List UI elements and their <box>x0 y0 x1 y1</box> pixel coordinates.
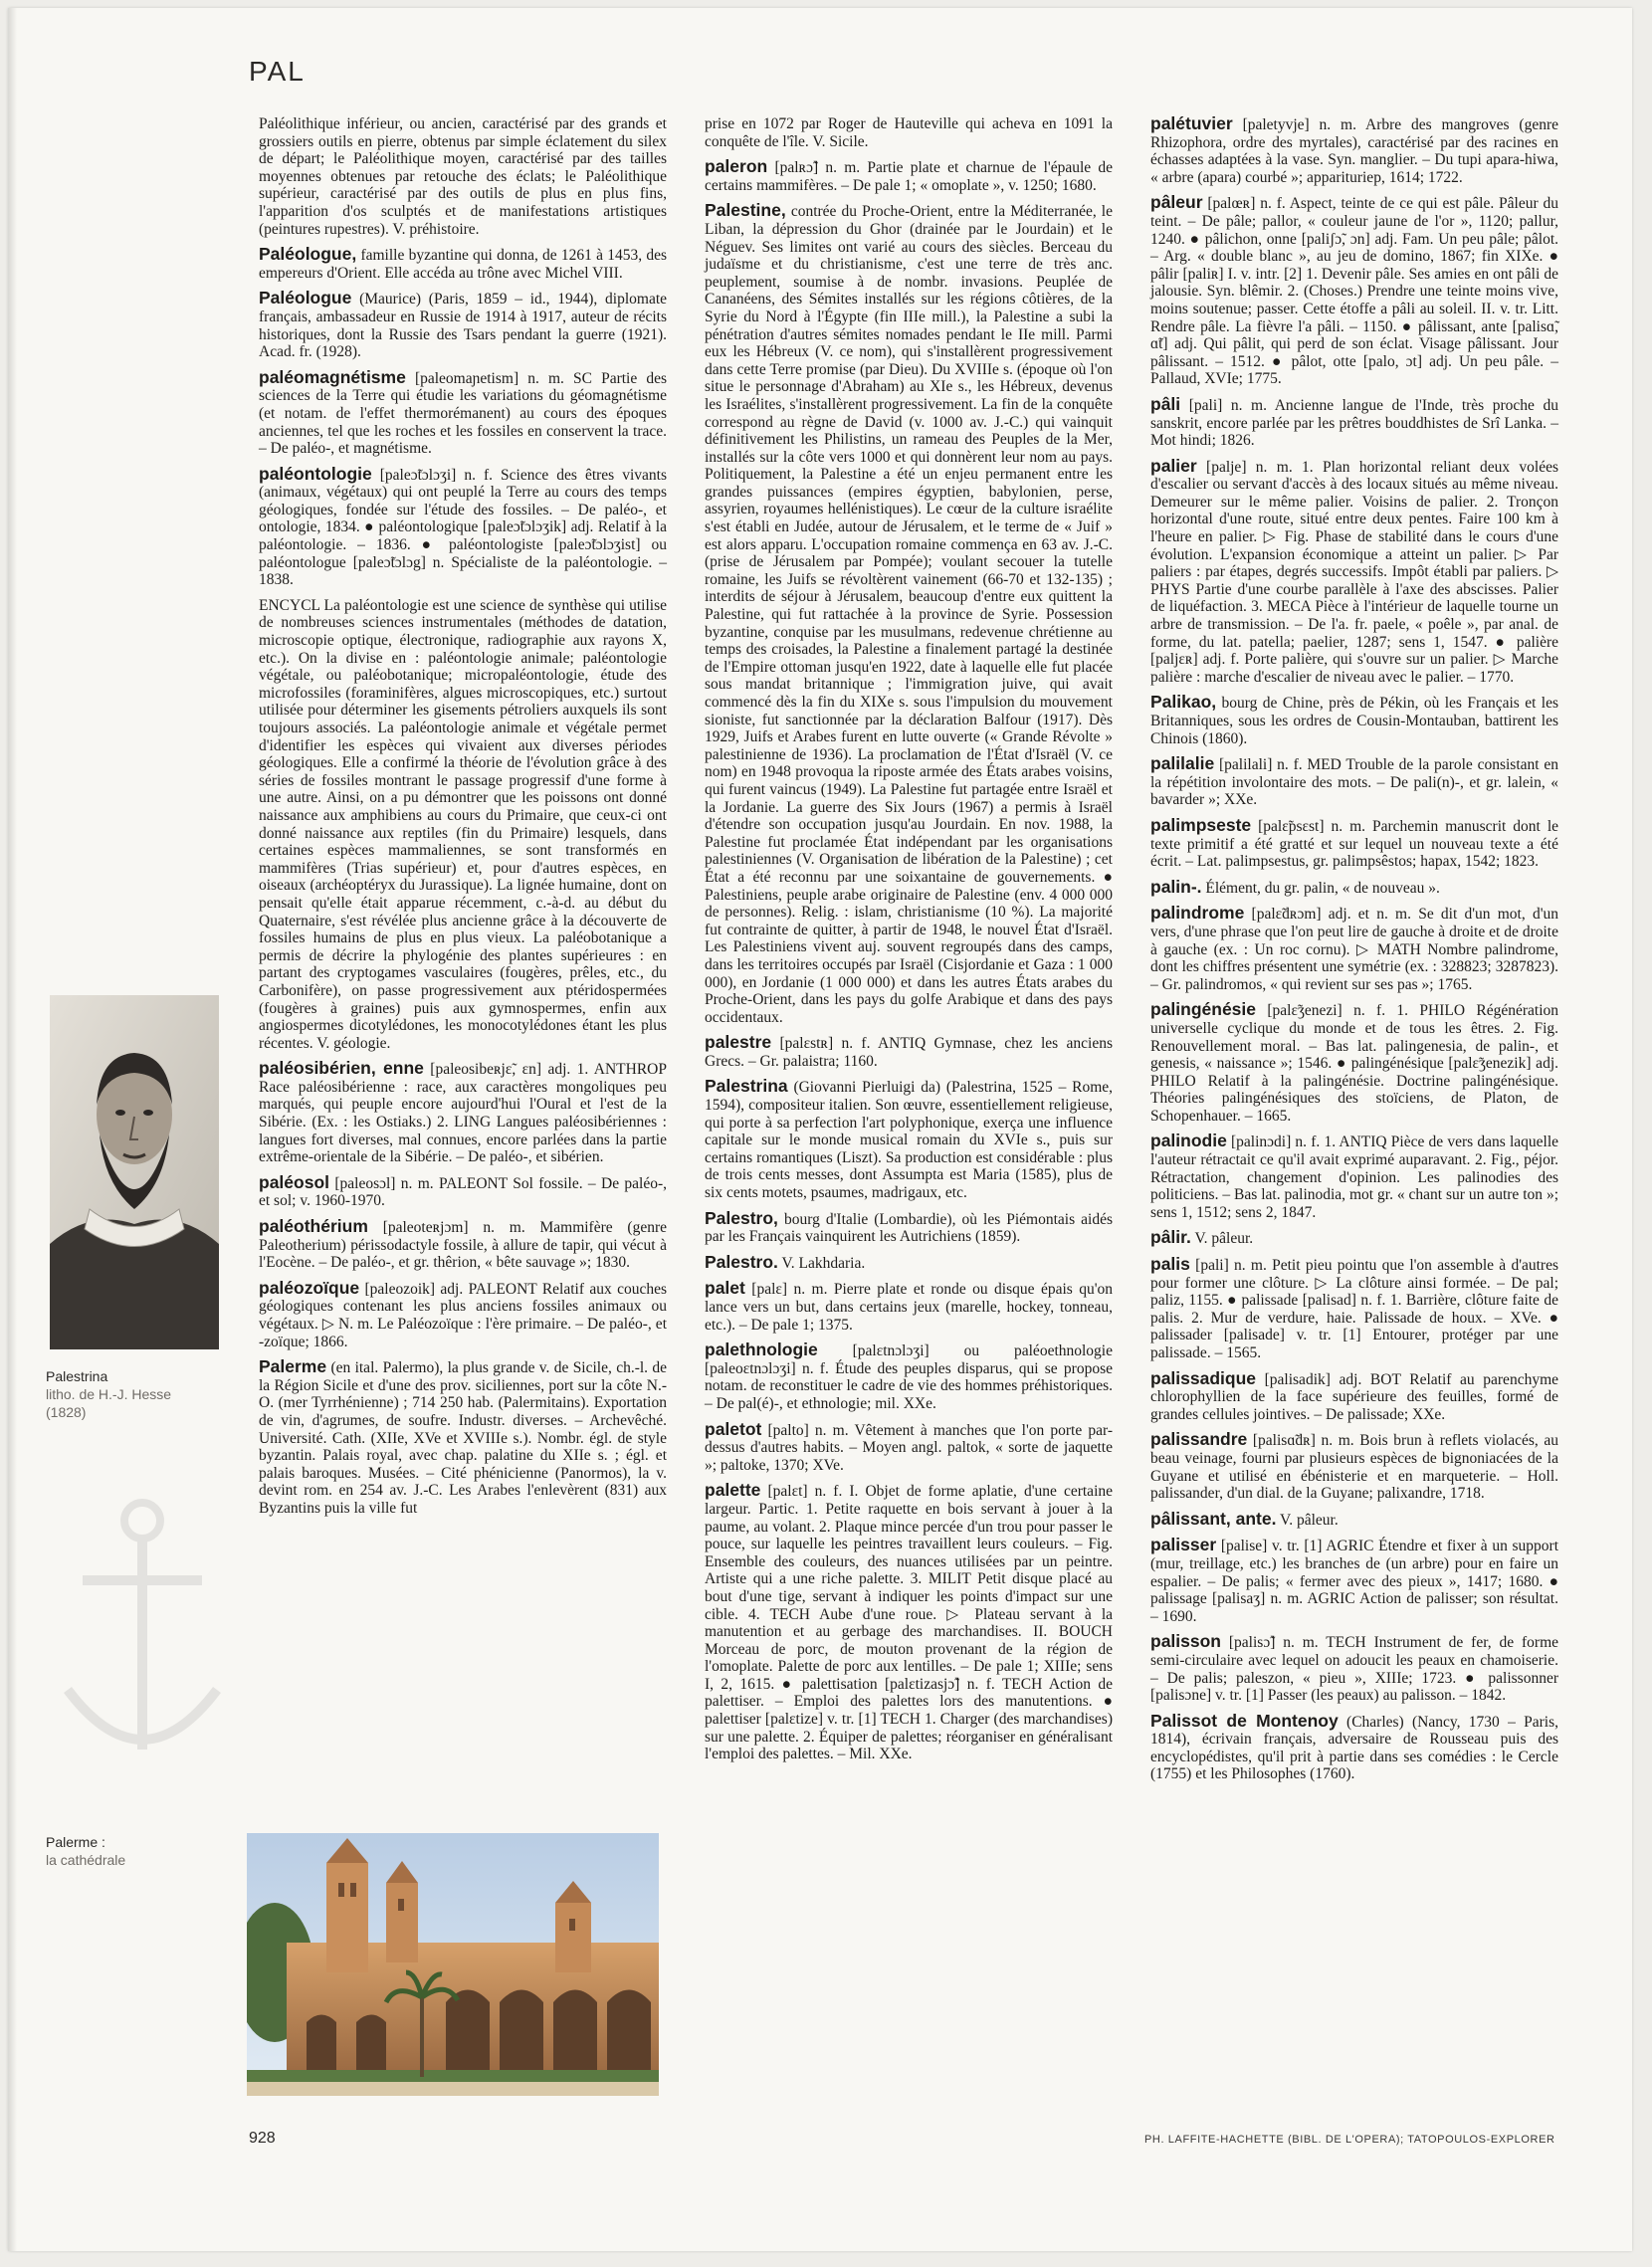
running-head: PAL <box>249 56 306 87</box>
entry-definition: [paleosɔl] n. m. PALEONT Sol fossile. – De paléo-, et sol; v. 1960-1970. <box>259 1174 668 1210</box>
dictionary-entry <box>705 202 1113 1026</box>
column-3 <box>1150 115 1558 1791</box>
entry-definition: [palʀɔ̃] n. m. Partie plate et charnue de l'épaule de certains mammifères. – De pale 1; « omoplate », v. 1250; 1680. <box>705 159 1114 194</box>
dictionary-entry <box>259 463 667 589</box>
entry-headword: pâli <box>1150 393 1181 414</box>
entry-headword: Paléologue, <box>259 244 357 265</box>
dictionary-entry <box>1150 393 1559 450</box>
entry-definition: [palɛtnɔlɔʒi] ou paléoethnologie [paleoɛtnɔlɔʒi] n. f. Étude des peuples disparus, qui se propose notam. de reconstituer le cadre de vie des hommes préhistoriques. – De pal(é)-, et ethnologie; mil. XXe. <box>705 1342 1113 1412</box>
anchor-watermark-icon <box>48 1491 237 1779</box>
page-number: 928 <box>249 2130 276 2147</box>
dictionary-entry <box>705 1482 1113 1763</box>
dictionary-entry <box>1150 694 1558 747</box>
entry-headword: palimpseste <box>1150 814 1252 835</box>
entry-headword: palindrome <box>1150 903 1245 924</box>
dictionary-entry <box>259 366 667 458</box>
portrait-caption-credit: litho. de H.-J. Hesse <box>46 1386 172 1402</box>
dictionary-entry <box>1150 1133 1558 1221</box>
photo-credit: PH. LAFFITE-HACHETTE (BIBL. DE L'OPERA); TATOPOULOS-EXPLORER <box>1144 2134 1555 2146</box>
dictionary-entry <box>1150 1431 1558 1502</box>
entry-definition: (en ital. Palermo), la plus grande v. de Sicile, ch.-l. de la Région Sicile et d'une des prov. siciliennes, port sur la côte N.-O. (mer Tyrrhénienne) ; 714 250 hab. (Palermitains). Exportation de vin, d'agrumes, de soufre. Industr. diverses. – Archevêché. Université. Cath. (XIIe, XVe et XVIIIe s.). Nombr. égl. de style byzantin. Palais royal, avec chap. palatine du XIIe s. ; égl. et palais baroques. Musées. – Cité phénicienne (Panormos), la v. devint rom. en 254 av. J.-C. Les Arabes l'enlevèrent (831) aux Byzantins puis la ville fut <box>259 1359 667 1517</box>
entry-definition: Paléolithique inférieur, ou ancien, caractérisé par des grands et grossiers outils en pierre, obtenus par simple éclatement du silex de départ; le Paléolithique moyen, caractérisé par des tailles moyennes obtenues par retouche des éclats; le Paléolithique supérieur, caractérisé par des outils de plus en plus fins, l'apparition d'os sculptés et de manifestations artistiques (peintures rupestres). V. préhistoire. <box>259 115 667 238</box>
entry-definition: [palɛ̃psɛst] n. m. Parchemin manuscrit dont le texte primitif a été gratté et sur lequel un nouveau texte a été écrit. – Lat. palimpsestus, gr. palimpsêstos; hapax, 1542; 1823. <box>1150 817 1558 871</box>
entry-definition: [palœʀ] n. f. Aspect, teinte de ce qui est pâle. Pâleur du teint. – De pâle; pallor, « couleur jaune de l'or », 1120; pallur, 1240. ● pâlichon, onne [paliʃɔ̃, ɔn] adj. Fam. Un peu pâle; pâlot. – Arg. « double blanc », au jeu de domino, 1867; fin XIXe. ● pâlir [paliʀ] I. v. intr. [2] 1. Devenir pâle. Ses amies en ont pâli de jalousie. Syn. blêmir. 2. (Choses.) Prendre une teinte moins vive, moins soutenue; passer. Cette étoffe a pâli au soleil. II. v. tr. Litt. Rendre pâle. La fièvre l'a pâli. – 1150. ● pâlissant, ante [palisɑ̃, ɑ̃t] adj. Qui pâlit, qui perd de son éclat. Visage pâlissant. Jour pâlissant. – 1512. ● pâlot, otte [palo, ɔt] adj. Un peu pâle. – Pallaud, XVIe; 1775. <box>1150 195 1558 388</box>
entry-definition: [paleosibeʀjɛ̃, ɛn] adj. 1. ANTHROP Race paléosibérienne : race, aux caractères mongoliques peu marqués, qui peuple encore aujourd'hui l'Oural et l'est de la Sibérie. (Ex. : les Ostiaks.) 2. LING Langues paléosibériennes : langues fort diverses, mal connues, encore parlées dans la partie extrême-orientale de la Sibérie. – De paléo-, et sibérien. <box>259 1061 667 1166</box>
entry-headword: paléomagnétisme <box>259 366 406 387</box>
entry-definition: [paletyvje] n. m. Arbre des mangroves (genre Rhizophora, ordre des myrtales), caractérisé par des racines en échasses adaptées à la vase. Syn. manglier. – Du tupi apara-hiwa, « arbre (apara) courbé »; apparituriер, 1614; 1722. <box>1150 116 1559 186</box>
entry-definition: V. Lakhdaria. <box>781 1254 866 1272</box>
dictionary-entry <box>705 1280 1113 1334</box>
entry-headword: Palestrina <box>705 1076 788 1097</box>
entry-headword: palissadique <box>1150 1367 1257 1388</box>
dictionary-entry <box>705 115 1113 150</box>
entry-headword: Palestro. <box>705 1251 778 1272</box>
entry-headword: paléosol <box>259 1171 329 1192</box>
entry-definition: [paleoteʀjɔm] n. m. Mammifère (genre Paleotherium) périssodactyle fossile, à allure de tapir, qui vécut à l'Eocène. – De paléo-, et gr. thêrion, « bête sauvage »; 1830. <box>259 1219 668 1272</box>
entry-headword: palinodie <box>1150 1131 1227 1151</box>
cathedral-caption <box>46 1833 125 1869</box>
entry-headword: palingénésie <box>1150 999 1257 1020</box>
entry-headword: palier <box>1150 455 1197 476</box>
dictionary-entry <box>259 115 667 238</box>
entry-headword: paletot <box>705 1418 762 1439</box>
entry-headword: paléothérium <box>259 1216 368 1237</box>
entry-headword: Palissot de Montenoy <box>1150 1710 1339 1731</box>
entry-headword: palétuvier <box>1150 113 1233 133</box>
entry-definition: [palɛt] n. f. I. Objet de forme aplatie, d'une certaine largeur. Partic. 1. Petite raquette en bois servant à jouer à la paume, au volant. 2. Plaque mince percée d'un trou pour passer le pouce, sur laquelle les peintres travaillent leurs couleurs. – Fig. Ensemble des couleurs, des nuances utilisées par un peintre. Artiste qui a une riche palette. 3. MILIT Petit disque placé au bout d'une tige, servant à indiquer les points d'impact sur une cible. 4. TECH Aube d'une roue. ▷ Plateau servant à la manutention et au gerbage des marchandises. II. BOUCH Morceau de porc, de mouton provenant de la région de l'omoplate. Palette de porc aux lentilles. – De pale 1; XIIIe; sens I, 2, 1615. ● palettisation [palɛtizasjɔ̃] n. f. TECH Action de palettiser. – Emploi des palettes lors des manutentions. ● palettiser [palɛtize] v. tr. [1] TECH 1. Charger (des marchandises) sur une palette. 2. Équiper de palettes; réorganiser en généralisant l'emploi des palettes. – Mil. XXe. <box>705 1483 1113 1763</box>
entry-headword: Paléologue <box>259 288 352 309</box>
dictionary-entry <box>259 1218 667 1272</box>
entry-definition: famille byzantine qui donna, de 1261 à 1453, des empereurs d'Orient. Elle accéda au trône avec Michel VIII. <box>259 247 667 282</box>
dictionary-entry <box>1150 115 1558 186</box>
dictionary-entry <box>259 290 667 360</box>
entry-definition: [palto] n. m. Vêtement à manches que l'on porte par-dessus d'autres habits. – Moyen angl. paltok, « sorte de jaquette »; paltoke, 1370; XVe. <box>705 1421 1114 1474</box>
entry-headword: paléontologie <box>259 463 372 484</box>
entry-definition: contrée du Proche-Orient, entre la Méditerranée, le Liban, la dépression du Ghor (drainée par le Jourdain) et le Néguev. Ses limites ont varié au cours des siècles. Berceau du judaïsme et du christianisme, c'est une terre de très anc. peuplement, soumise à de nombr. invasions. Peuplée de Cananéens, des Sémites installés sur les régions côtières, de la Syrie du Nord à l'Égypte (fin IIIe mill.), la Palestine a subi la pénétration d'autres sémites nomades pendant le IIe mill. Parmi eux les Hébreux (V. ce nom), qui s'installèrent progressivement dans cette Terre promise (par Dieu). Du XVIIIe s. (époque où l'on situe le personnage d'Abraham) au XIe s., les Hébreux, devenus les Israélites, s'installèrent progressivement. La fin de la conquête correspond au règne de David (v. 1000 av. J.-C.) qui vainquit définitivement les Philistins, un rameau des Peuples de la Mer, installés sur la côte vers 1000 et qui donnèrent leur nom au pays. Politiquement, la Palestine a été un enjeu permanent entre les grandes puissances (empires égyptien, babylonien, perse, assyrien, royaumes hellénistiques). Le cœur de la culture israélite s'est établi en Judée, autour de Jérusalem, et le terme de « Juif » est alors apparu. L'occupation romaine commença en 63 av. J.-C. (prise de Jérusalem par Pompée); voulant secouer la tutelle romaine, les Juifs se révoltèrent vainement (66-70 et 132-135) ; interdits de séjour à Jérusalem, beaucoup d'entre eux quittent la Palestine, qui fut rattachée à la province de Syrie. Possession byzantine, conquise par les musulmans, redevenue chrétienne au temps des croisades, la Palestine a finalement partagé la destinée de l'Empire ottoman jusqu'en 1922, date à laquelle elle fut placée sous mandat britannique ; l'immigration juive, qui avait commencé dès la fin du XIXe s. sous l'impulsion du mouvement sioniste, fut sanctionnée par la déclaration Balfour (1917). Dès 1929, Juifs et Arabes furent en lutte ouverte (« Grande Révolte » palestinienne de 1936). La proclamation de l'État d'Israël (V. ce nom) en 1948 provoqua la riposte armée des États arabes voisins, qui furent vaincus (1949). La Palestine fut partagée entre Israël et la Jordanie. La guerre des Six Jours (1967) a permis à Israël d'étendre son occupation jusqu'au Jourdain. En nov. 1988, la Palestine fut proclamée État indépendant par les organisations palestiniennes (V. Organisation de libération de la Palestine) ; cet État a été reconnu par une soixantaine de gouvernements. ● Palestiniens, peuple arabe originaire de Palestine (env. 4 000 000 de personnes). Relig. : islam, christianisme (10 %). La majorité fut contrainte de quitter, à partir de 1948, le nouvel État d'Israël. Les Palestiniens vivent auj. souvent regroupés dans des camps, dans les territoires occupés par Israël (Cisjordanie et Gaza : 1 000 000), en Jordanie (1 000 000) et dans les autres États arabes du Proche-Orient, dans les pays du golfe Arabique et dans des pays occidentaux. <box>705 203 1113 1026</box>
dictionary-entry <box>1150 1508 1558 1530</box>
entry-definition: [palɛ̃ʒenezi] n. f. 1. PHILO Régénération universelle cyclique du monde et de tous les êtres. 2. Fig. Renouvellement moral. – Bas lat. palingenesia, de palin-, et genesis, « naissance »; 1546. ● palingénésique [palɛ̃ʒenezik] adj. PHILO Relatif à la palingénésie. Doctrine palingénésique. Théories palingénésiques des stoïciens, de Platon, de Schopenhauer. – 1665. <box>1150 1002 1559 1125</box>
palestrina-portrait <box>50 995 219 1349</box>
dictionary-entry <box>259 1171 668 1210</box>
entry-headword: Palerme <box>259 1356 327 1377</box>
cathedral-caption-sub: la cathédrale <box>46 1852 126 1868</box>
dictionary-entry <box>259 246 667 282</box>
entry-definition: [palise] v. tr. [1] AGRIC Étendre et fixer à un support (mur, treillage, etc.) les branches de (un arbre) pour en faire un espalier. – De palis; « fermer avec des pieux », 1417; 1680. ● palissage [palisaʒ] n. m. AGRIC Action de palisser; son résultat. – 1690. <box>1150 1538 1558 1625</box>
entry-definition: [palɛstʀ] n. f. ANTIQ Gymnase, chez les anciens Grecs. – Gr. palaistra; 1160. <box>705 1035 1114 1070</box>
entry-definition: [palɛ] n. m. Pierre plate et ronde ou disque épais qu'on lance vers un but, dans certains jeux (marelle, hockey, tonneau, etc.). – De pale 1; 1375. <box>705 1281 1113 1334</box>
entry-definition: [paleozoik] adj. PALEONT Relatif aux couches géologiques contenant les plus anciens fossiles animaux ou végétaux. ▷ N. m. Le Paléozoïque : l'ère primaire. – De paléo-, et -zoïque; 1866. <box>259 1280 667 1350</box>
dictionary-entry <box>259 1277 667 1350</box>
dictionary-entry <box>1150 1256 1558 1362</box>
entry-headword: palilalie <box>1150 753 1215 774</box>
entry-headword: pâleur <box>1150 192 1203 213</box>
entry-definition: [palisɑ̃dʀ] n. m. Bois brun à reflets violacés, au beau veinage, fourni par plusieurs espèces de bignoniacées de la Guyane et utilisé en ébénisterie et en marqueterie. – Holl. palissander, d'un dial. de la Guyane; palixandre, 1718. <box>1150 1432 1559 1503</box>
entry-definition: [pali] n. m. Ancienne langue de l'Inde, très proche du sanskrit, encore parlée par les prêtres bouddhistes de Srî Lanka. – Mot hindi; 1826. <box>1150 396 1559 450</box>
entry-headword: palisser <box>1150 1535 1217 1555</box>
entry-definition: prise en 1072 par Roger de Hauteville qui acheva en 1091 la conquête de l'île. V. Sicile. <box>705 115 1113 150</box>
entry-definition: [palisadik] adj. BOT Relatif au parenchyme chlorophyllien de la face supérieure des feuilles, formé de grandes cellules jointives. – De palissade; XXe. <box>1150 1370 1559 1423</box>
dictionary-entry <box>259 1358 667 1517</box>
entry-definition: (Giovanni Pierluigi da) (Palestrina, 1525 – Rome, 1594), compositeur italien. Son œuvre, essentiellement religieuse, qui porte à sa perfection l'art polyphonique, exerça une influence capitale sur le monde musical romain du XVIe s., puis sur certains romantiques (Liszt). Sa production est considérable : plus de trois cents messes, dont Assumpta est Maria (1585), plus de six cents motets, psaumes, madrigaux, etc. <box>705 1079 1114 1202</box>
dictionary-entry <box>259 597 667 1052</box>
portrait-caption <box>46 1367 171 1421</box>
entry-definition: V. pâleur. <box>1280 1511 1339 1529</box>
entry-headword: palet <box>705 1278 745 1299</box>
entry-headword: paleron <box>705 156 768 177</box>
dictionary-entry <box>1150 1001 1558 1125</box>
dictionary-entry <box>1150 194 1558 388</box>
entry-definition: [palilali] n. f. MED Trouble de la parole consistant en la répétition involontaire des mots. – De pali(n)-, et gr. lalein, « bavarder »; XXe. <box>1150 756 1558 809</box>
dictionary-entry <box>705 1341 1113 1412</box>
dictionary-entry <box>1150 905 1558 993</box>
entry-headword: palethnologie <box>705 1340 818 1360</box>
entry-definition: [pali] n. m. Petit pieu pointu que l'on assemble à d'autres pour former une clôture. ▷ La clôture ainsi formée. – De pal; paliz, 1155. ● palissade [palisad] n. f. 1. Barrière, clôture faite de palis. 2. Mur de verdure, haie. Palissade de houx. – XVe. ● palissader [palisade] v. tr. [1] Entourer, protéger par une palissade. – 1565. <box>1150 1257 1558 1361</box>
entry-definition: bourg d'Italie (Lombardie), où les Piémontais aidés par les Français vainquirent les Autrichiens (1859). <box>705 1210 1114 1246</box>
entry-headword: Palestine, <box>705 200 786 221</box>
entry-definition: [palɛ̃dʀɔm] adj. et n. m. Se dit d'un mot, d'un vers, d'une phrase que l'on peut lire de gauche à droite et de droite à gauche (ex. : Un roc cornu). ▷ MATH Nombre palindrome, dont les chiffres présentent une symétrie (ex. : 328823; 3287823). – Gr. palindromos, « qui revient sur ses pas »; 1765. <box>1150 906 1558 993</box>
dictionary-entry <box>1150 876 1558 898</box>
dictionary-entry <box>1150 814 1558 871</box>
cathedral-caption-title: Palerme : <box>46 1834 105 1850</box>
dictionary-entry <box>1150 455 1558 687</box>
entry-definition: [paleomaɲetism] n. m. SC Partie des sciences de la Terre qui étudie les variations du géomagnétisme (et notam. de l'effet thermorémanent) au cours des époques anciennes, tel que les roches et les fossiles en conservent la trace. – De paléo-, et magnétisme. <box>259 369 667 458</box>
dictionary-entry <box>1150 1537 1558 1625</box>
entry-definition: [palinɔdi] n. f. 1. ANTIQ Pièce de vers dans laquelle l'auteur rétractait ce qu'il avait exprimé auparavant. 2. Fig., péjor. Rétractation, changement d'opinion. Les palinodies des politiciens. – Bas lat. palinodia, mot gr. « chant sur un autre ton »; sens 1, 1512; sens 2, 1847. <box>1150 1134 1558 1221</box>
dictionary-entry <box>1150 1367 1559 1424</box>
entry-headword: palin-. <box>1150 876 1202 897</box>
dictionary-entry <box>705 1418 1114 1475</box>
dictionary-entry <box>705 158 1113 194</box>
entry-headword: pâlissant, ante. <box>1150 1508 1277 1529</box>
dictionary-entry <box>1150 755 1558 809</box>
dictionary-entry <box>705 1251 1113 1273</box>
entry-definition: V. pâleur. <box>1194 1230 1254 1248</box>
entry-definition: Élément, du gr. palin, « de nouveau ». <box>1205 879 1440 897</box>
dictionary-page <box>8 8 1632 2251</box>
entry-headword: paléosibérien, enne <box>259 1058 424 1079</box>
entry-definition: ENCYCL La paléontologie est une science de synthèse qui utilise de nombreuses sciences instrumentales (méthodes de datation, microscopie optique, électronique, radiographie aux rayons X, etc.). On la divise en : paléontologie animale; paléontologie végétale, ou paléobotanique; micropaléontologie, étude des microfossiles (foraminifères, algues microscopiques, etc.) surtout utilisée pour déterminer les gisements pétroliers auxquels ils sont toujours associés. La paléontologie animale et végétale permet d'identifier les espèces qui vivaient aux diverses périodes géologiques. Elle a confirmé la théorie de l'évolution grâce à des séries de fossiles montrant le passage progressif d'une forme à une autre. Ainsi, on a pu démontrer que les poissons ont donné naissance aux amphibiens au cours du Primaire, que ceux-ci ont donné naissance aux reptiles (fin du Primaire) lesquels, dans certaines espèces mammaliennes, se sont transformés en mammifères (Trias supérieur) et, pour d'autres espèces, en oiseaux (archéoptéryx du Jurassique). La lignée humaine, dont on pensait qu'elle était apparue récemment, c.-à-d. au début du Quaternaire, s'est révélée plus ancienne grâce à la découverte de fossiles humains de plus en plus vieux. La paléobotanique a permis de décrire la phylogénie des plantes supérieures : en partant des cryptogames vasculaires (fougères, prêles, etc., du Carbonifère), on passe progressivement aux ptéridospermées (fougères à graines) puis aux gymnospermes, enfin aux angiospermes dicotylédones, les monocotylédones étant les plus récentes. V. géologie. <box>259 596 667 1052</box>
entry-headword: palisson <box>1150 1631 1221 1652</box>
entry-definition: [paleɔ̃tɔlɔʒi] n. f. Science des êtres vivants (animaux, végétaux) qui ont peuplé la Terre au cours des temps géologiques, fondée sur l'étude des fossiles. – De paléo-, et ontologie, 1834. ● paléontologique [paleɔ̃tɔlɔʒik] adj. Relatif à la paléontologie. – 1836. ● paléontologiste [paleɔ̃tɔlɔʒist] ou paléontologue [paleɔ̃tɔlɔg] n. Spécialiste de la paléontologie. – 1838. <box>259 466 667 589</box>
entry-headword: paléozoïque <box>259 1277 360 1298</box>
entry-headword: palis <box>1150 1254 1190 1275</box>
entry-headword: Palestro, <box>705 1207 778 1228</box>
column-2 <box>705 115 1113 1771</box>
dictionary-entry <box>1150 1710 1558 1783</box>
column-1 <box>259 115 667 1526</box>
entry-headword: Palikao, <box>1150 692 1217 713</box>
entry-definition: (Maurice) (Paris, 1859 – id., 1944), diplomate français, ambassadeur en Russie de 1914 à 1917, auteur de récits historiques, dont la Russie des Tsars pendant la guerre (1921). Acad. fr. (1928). <box>259 291 668 361</box>
dictionary-entry <box>705 1207 1114 1246</box>
entry-headword: palestre <box>705 1032 772 1053</box>
palermo-cathedral-photo <box>247 1833 659 2096</box>
portrait-caption-year: (1828) <box>46 1404 87 1420</box>
entry-definition: (Charles) (Nancy, 1730 – Paris, 1814), écrivain français, adversaire de Rousseau puis des encyclopédistes, qu'il prit à partie dans ses comédies : le Cercle (1755) et les Philosophes (1760). <box>1150 1713 1558 1783</box>
dictionary-entry <box>705 1034 1113 1070</box>
portrait-caption-title: Palestrina <box>46 1368 108 1384</box>
entry-headword: pâlir. <box>1150 1227 1191 1248</box>
dictionary-entry <box>1150 1229 1558 1248</box>
dictionary-entry <box>1150 1633 1558 1704</box>
entry-headword: palissandre <box>1150 1429 1248 1450</box>
dictionary-entry <box>705 1078 1113 1201</box>
entry-headword: palette <box>705 1480 761 1501</box>
entry-definition: [palisɔ̃] n. m. TECH Instrument de fer, de forme semi-circulaire avec lequel on adoucit les peaux en chamoiserie. – De palis; paleszon, « pieu », XIIIe; 1723. ● palissonner [palisɔne] v. tr. [1] Passer (les peaux) au palisson. – 1842. <box>1150 1634 1559 1705</box>
entry-definition: [palje] n. m. 1. Plan horizontal reliant deux volées d'escalier ou servant d'accès à des locaux situés au même niveau. Demeurer sur le même palier. Voisins de palier. 2. Tronçon horizontal d'une route, situé entre deux pentes. Faire 100 km à l'heure en palier. ▷ Fig. Phase de stabilité dans le cours d'une évolution. L'expansion économique a atteint un palier. ▷ Par paliers : par étapes, degrés successifs. Impôt établi par paliers. ▷ PHYS Partie d'une courbe parallèle à l'axe des abscisses. Palier de liquéfaction. 3. MECA Pièce à l'intérieur de laquelle tourne un arbre de transmission. – De l'a. fr. paele, « poêle », par anal. de forme, du lat. patella; paelier, 1287; sens 1, 1547. ● palière [paljɛʀ] adj. f. Porte palière, qui s'ouvre sur un palier. ▷ Marche palière : marche d'escalier de niveau avec le palier. – 1770. <box>1150 458 1558 686</box>
dictionary-entry <box>259 1060 667 1166</box>
entry-definition: bourg de Chine, près de Pékin, où les Français et les Britanniques, sous les ordres de Cousin-Montauban, battirent les Chinois (1860). <box>1150 695 1559 747</box>
